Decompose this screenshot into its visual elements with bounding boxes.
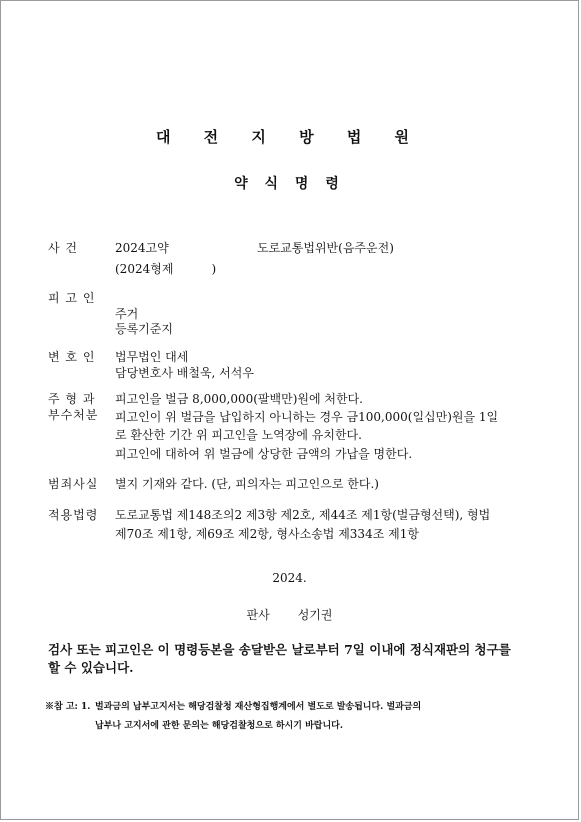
laws-line: 제70조 제1항, 제69조 제2항, 형사소송법 제334조 제1항 — [115, 527, 419, 541]
judge-title: 판사 — [246, 608, 270, 622]
case-sub-number: (2024형제 ) — [115, 262, 217, 276]
notice-line: 검사 또는 피고인은 이 명령등본을 송달받은 날로부터 7일 이내에 정식재판의 청구를 — [48, 642, 511, 657]
issue-date: 2024. — [272, 571, 307, 585]
case-label: 사 건 — [48, 241, 78, 255]
sentence-line: 로 환산한 기간 위 피고인을 노역장에 유치한다. — [115, 428, 362, 442]
footnote-prefix: ※참 고: 1. — [45, 702, 91, 712]
footnote-line: 벌과금의 납부고지서는 해당검찰청 재산형집행계에서 별도로 발송됩니다. 벌과금의 — [95, 702, 422, 712]
sentence-line: 피고인이 위 벌금을 납입하지 아니하는 경우 금100,000(일십만)원을 1일 — [115, 410, 499, 424]
case-number: 2024고약 — [115, 241, 169, 255]
document-title: 약 식 명 령 — [234, 176, 345, 192]
footnote-line: 납부나 고지서에 관한 문의는 해당검찰청으로 하시기 바랍니다. — [95, 721, 343, 731]
counsel-lawyers: 담당변호사 배철욱, 서석우 — [115, 366, 254, 380]
facts-label: 범죄사실 — [48, 477, 99, 491]
defendant-registered: 등록기준지 — [115, 322, 173, 336]
defendant-address: 주거 — [115, 307, 139, 321]
judge-line — [1, 606, 578, 623]
notice-line: 할 수 있습니다. — [48, 660, 134, 675]
sentence-line: 피고인을 벌금 8,000,000(팔백만)원에 처한다. — [115, 392, 363, 406]
sentence-line: 피고인에 대하여 위 벌금에 상당한 금액의 가납을 명한다. — [115, 447, 413, 461]
counsel-label: 변 호 인 — [48, 350, 96, 364]
laws-line: 도로교통법 제148조의2 제3항 제2호, 제44조 제1항(벌금형선택), 형법 — [115, 508, 491, 522]
counsel-firm: 법무법인 대세 — [115, 350, 189, 364]
defendant-label: 피 고 인 — [48, 291, 96, 305]
facts-text: 별지 기재와 같다. (단, 피의자는 피고인으로 한다.) — [115, 477, 379, 491]
case-charge: 도로교통법위반(음주운전) — [257, 241, 394, 255]
judge-name: 성기권 — [297, 608, 333, 622]
sentence-label-1: 주 형 과 — [48, 392, 96, 406]
court-name: 대 전 지 방 법 원 — [155, 128, 424, 146]
sentence-label-2: 부수처분 — [48, 408, 99, 422]
laws-label: 적용법령 — [48, 508, 99, 522]
